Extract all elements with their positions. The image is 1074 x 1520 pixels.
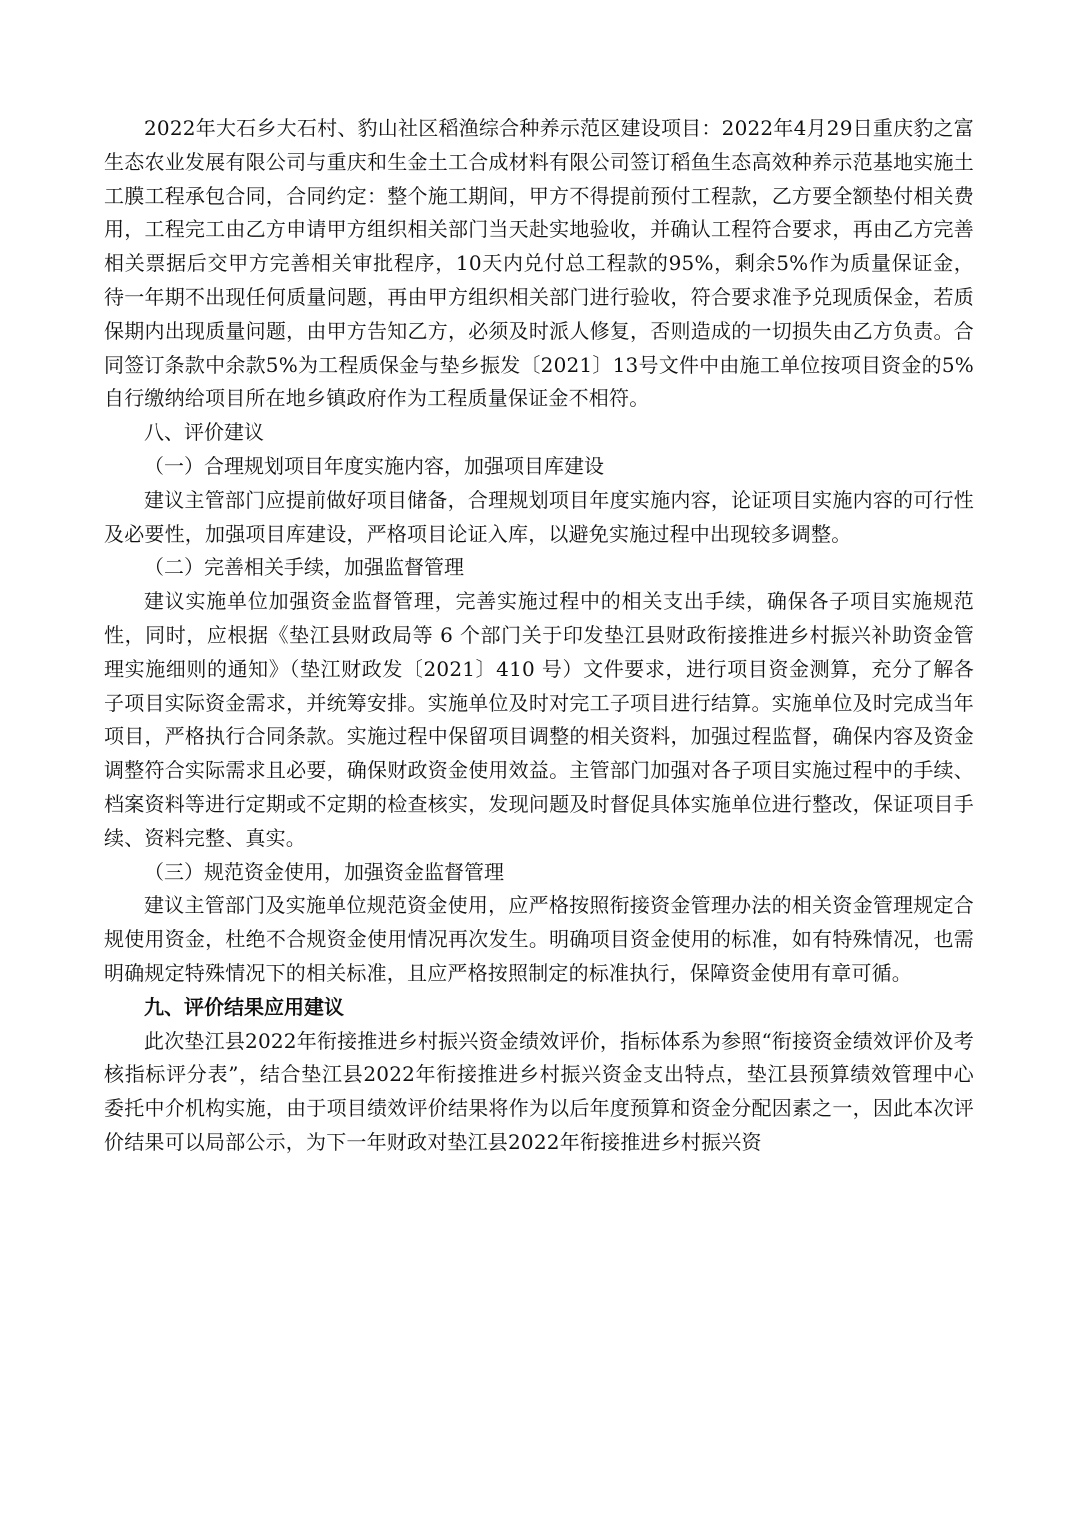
subsection-2-heading: （二）完善相关手续，加强监督管理 [144,555,464,580]
project-detail-paragraph: 2022年大石乡大石村、豹山社区稻渔综合种养示范区建设项目：2022年4月29日重庆豹之富生态农业发展有限公司与重庆和生金土工合成材料有限公司签订稻鱼生态高效种养示范基地实施土工膜工程承包合同，合同约定：整个施工期间，甲方不得提前预付工程款，乙方要全额垫付相关费用，工程完工由乙方申请甲方组织相关部门当天赴实地验收，并确认工程符合要求，再由乙方完善相关票据后交甲方完善相关审批程序，10天内兑付总工程款的95%，剩余5%作为质量保证金，待一年期不出现任何质量问题，再由甲方组织相关部门进行验收，符合要求准予兑现质保金，若质保期内出现质量问题，由甲方告知乙方，必须及时派人修复，否则造成的一切损失由乙方负责。合同签订条款中余款5%为工程质保金与垫乡振发〔2021〕13号文件中由施工单位按项目资金的5%自行缴纳给项目所在地乡镇政府作为工程质量保证金不相符。 [104,116,974,411]
section-9-paragraph: 此次垫江县2022年衔接推进乡村振兴资金绩效评价，指标体系为参照“衔接资金绩效评价及考核指标评分表”，结合垫江县2022年衔接推进乡村振兴资金支出特点，垫江县预算绩效管理中心委托中介机构实施，由于项目绩效评价结果将作为以后年度预算和资金分配因素之一，因此本次评价结果可以局部公示，为下一年财政对垫江县2022年衔接推进乡村振兴资 [104,1028,974,1154]
subsection-1-paragraph: 建议主管部门应提前做好项目储备，合理规划项目年度实施内容，论证项目实施内容的可行性及必要性，加强项目库建设，严格项目论证入库，以避免实施过程中出现较多调整。 [104,487,974,546]
subsection-3-paragraph: 建议主管部门及实施单位规范资金使用，应严格按照衔接资金管理办法的相关资金管理规定合规使用资金，杜绝不合规资金使用情况再次发生。明确项目资金使用的标准，如有特殊情况，也需明确规定特殊情况下的相关标准，且应严格按照制定的标准执行，保障资金使用有章可循。 [104,893,974,985]
document-page [104,112,974,1160]
subsection-3-heading: （三）规范资金使用，加强资金监督管理 [144,859,504,884]
section-9-heading: 九、评价结果应用建议 [144,994,344,1019]
section-8-heading: 八、评价建议 [144,420,264,445]
subsection-2-paragraph: 建议实施单位加强资金监督管理，完善实施过程中的相关支出手续，确保各子项目实施规范性，同时，应根据《垫江县财政局等 6 个部门关于印发垫江县财政衔接推进乡村振兴补助资金管理实施细则的通知》（垫江财政发〔2021〕410 号）文件要求，进行项目资金测算，充分了解各子项目实际资金需求，并统筹安排。实施单位及时对完工子项目进行结算。实施单位及时完成当年项目，严格执行合同条款。实施过程中保留项目调整的相关资料，加强过程监督，确保内容及资金调整符合实际需求且必要，确保财政资金使用效益。主管部门加强对各子项目实施过程中的手续、档案资料等进行定期或不定期的检查核实，发现问题及时督促具体实施单位进行整改，保证项目手续、资料完整、真实。 [104,589,974,850]
subsection-1-heading: （一）合理规划项目年度实施内容，加强项目库建设 [144,453,604,478]
